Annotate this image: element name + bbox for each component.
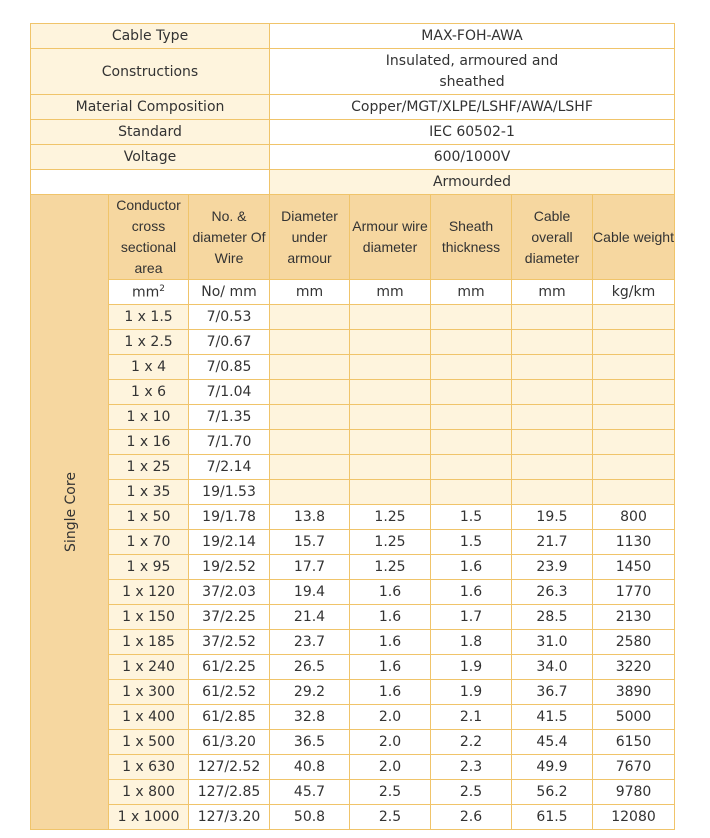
cell-diameter-under-armour: 50.8	[270, 805, 350, 830]
cell-armour-wire-diameter: 1.6	[350, 580, 431, 605]
header-armour-wire-diameter: Armour wire diameter	[350, 195, 431, 280]
cell-sheath-thickness	[431, 330, 512, 355]
standard-value: IEC 60502-1	[270, 120, 675, 145]
cell-wire-diameter: 19/1.53	[189, 480, 270, 505]
cell-conductor-area: 1 x 25	[109, 455, 189, 480]
table-row	[31, 530, 675, 555]
cell-sheath-thickness	[431, 405, 512, 430]
cell-sheath-thickness	[431, 380, 512, 405]
cell-cable-weight	[593, 330, 675, 355]
standard-row	[31, 120, 675, 145]
cell-conductor-area: 1 x 10	[109, 405, 189, 430]
cell-sheath-thickness	[431, 480, 512, 505]
cell-wire-diameter: 7/0.85	[189, 355, 270, 380]
voltage-value: 600/1000V	[270, 145, 675, 170]
cell-cable-weight	[593, 355, 675, 380]
cell-diameter-under-armour: 23.7	[270, 630, 350, 655]
cell-conductor-area: 1 x 6	[109, 380, 189, 405]
unit-armour-wire-diameter: mm	[350, 280, 431, 305]
cell-diameter-under-armour: 32.8	[270, 705, 350, 730]
cell-conductor-area: 1 x 2.5	[109, 330, 189, 355]
cell-conductor-area: 1 x 70	[109, 530, 189, 555]
cell-cable-weight	[593, 480, 675, 505]
cell-conductor-area: 1 x 800	[109, 780, 189, 805]
cell-sheath-thickness: 2.1	[431, 705, 512, 730]
cell-armour-wire-diameter: 2.0	[350, 755, 431, 780]
cell-sheath-thickness: 1.6	[431, 555, 512, 580]
cell-conductor-area: 1 x 16	[109, 430, 189, 455]
constructions-label: Constructions	[31, 49, 270, 95]
single-core-cell	[31, 195, 109, 830]
cell-overall-diameter	[512, 330, 593, 355]
cell-armour-wire-diameter	[350, 355, 431, 380]
cable-spec-sheet	[30, 23, 675, 830]
cell-armour-wire-diameter: 1.6	[350, 630, 431, 655]
unit-sheath-thickness: mm	[431, 280, 512, 305]
cell-wire-diameter: 19/2.14	[189, 530, 270, 555]
cell-overall-diameter: 56.2	[512, 780, 593, 805]
cell-diameter-under-armour	[270, 480, 350, 505]
table-row	[31, 780, 675, 805]
cell-armour-wire-diameter: 1.6	[350, 605, 431, 630]
cell-diameter-under-armour: 29.2	[270, 680, 350, 705]
cell-conductor-area: 1 x 50	[109, 505, 189, 530]
cell-sheath-thickness: 1.8	[431, 630, 512, 655]
cell-conductor-area: 1 x 630	[109, 755, 189, 780]
unit-wire-diameter: No/ mm	[189, 280, 270, 305]
cell-conductor-area: 1 x 240	[109, 655, 189, 680]
voltage-row	[31, 145, 675, 170]
cell-overall-diameter: 19.5	[512, 505, 593, 530]
cell-sheath-thickness	[431, 455, 512, 480]
cell-conductor-area: 1 x 300	[109, 680, 189, 705]
cell-conductor-area: 1 x 400	[109, 705, 189, 730]
cell-cable-weight: 2130	[593, 605, 675, 630]
table-row	[31, 630, 675, 655]
material-label: Material Composition	[31, 95, 270, 120]
cell-armour-wire-diameter	[350, 380, 431, 405]
cell-cable-weight	[593, 430, 675, 455]
table-row	[31, 680, 675, 705]
table-row	[31, 555, 675, 580]
cell-armour-wire-diameter	[350, 330, 431, 355]
cell-wire-diameter: 37/2.25	[189, 605, 270, 630]
cell-wire-diameter: 61/2.52	[189, 680, 270, 705]
cell-wire-diameter: 7/2.14	[189, 455, 270, 480]
cell-diameter-under-armour	[270, 430, 350, 455]
cell-cable-weight: 1130	[593, 530, 675, 555]
table-row	[31, 430, 675, 455]
table-row	[31, 505, 675, 530]
cell-cable-weight: 7670	[593, 755, 675, 780]
cell-overall-diameter	[512, 430, 593, 455]
unit-diameter-under-armour: mm	[270, 280, 350, 305]
cell-armour-wire-diameter: 1.25	[350, 505, 431, 530]
cell-overall-diameter: 26.3	[512, 580, 593, 605]
cell-diameter-under-armour	[270, 405, 350, 430]
cell-overall-diameter: 21.7	[512, 530, 593, 555]
cell-overall-diameter: 28.5	[512, 605, 593, 630]
unit-conductor-area	[109, 280, 189, 305]
cell-armour-wire-diameter: 2.0	[350, 730, 431, 755]
cell-wire-diameter: 127/2.52	[189, 755, 270, 780]
cell-sheath-thickness: 1.5	[431, 505, 512, 530]
cell-armour-wire-diameter	[350, 480, 431, 505]
cell-diameter-under-armour	[270, 355, 350, 380]
cell-overall-diameter	[512, 405, 593, 430]
voltage-label: Voltage	[31, 145, 270, 170]
table-row	[31, 380, 675, 405]
cell-sheath-thickness: 2.2	[431, 730, 512, 755]
cell-armour-wire-diameter: 1.25	[350, 555, 431, 580]
cell-overall-diameter: 36.7	[512, 680, 593, 705]
cell-cable-weight	[593, 380, 675, 405]
table-row	[31, 605, 675, 630]
cell-diameter-under-armour: 17.7	[270, 555, 350, 580]
cell-conductor-area: 1 x 150	[109, 605, 189, 630]
cell-armour-wire-diameter: 1.25	[350, 530, 431, 555]
cell-conductor-area: 1 x 1.5	[109, 305, 189, 330]
header-diameter-under-armour: Diameter under armour	[270, 195, 350, 280]
cell-sheath-thickness: 2.3	[431, 755, 512, 780]
header-conductor-area: Conductor cross sectional area	[109, 195, 189, 280]
cell-armour-wire-diameter: 2.0	[350, 705, 431, 730]
cable-type-value: MAX-FOH-AWA	[270, 24, 675, 49]
cell-overall-diameter: 41.5	[512, 705, 593, 730]
table-row	[31, 305, 675, 330]
cell-sheath-thickness	[431, 430, 512, 455]
armoured-row	[31, 170, 675, 195]
standard-label: Standard	[31, 120, 270, 145]
cell-overall-diameter	[512, 355, 593, 380]
cell-sheath-thickness	[431, 355, 512, 380]
cell-cable-weight: 3890	[593, 680, 675, 705]
header-wire-diameter: No. & diameter Of Wire	[189, 195, 270, 280]
cell-armour-wire-diameter	[350, 430, 431, 455]
constructions-row	[31, 49, 675, 95]
cell-conductor-area: 1 x 95	[109, 555, 189, 580]
cell-wire-diameter: 37/2.52	[189, 630, 270, 655]
cell-overall-diameter: 49.9	[512, 755, 593, 780]
cell-sheath-thickness	[431, 305, 512, 330]
cell-cable-weight: 2580	[593, 630, 675, 655]
header-overall-diameter: Cable overall diameter	[512, 195, 593, 280]
cell-diameter-under-armour	[270, 380, 350, 405]
cell-cable-weight: 12080	[593, 805, 675, 830]
cell-armour-wire-diameter: 2.5	[350, 780, 431, 805]
unit-conductor-area-text: mm	[131, 284, 160, 301]
unit-squared-sup: 2	[159, 283, 165, 294]
cell-wire-diameter: 37/2.03	[189, 580, 270, 605]
cell-overall-diameter	[512, 480, 593, 505]
cell-conductor-area: 1 x 185	[109, 630, 189, 655]
cable-type-label: Cable Type	[31, 24, 270, 49]
cell-wire-diameter: 127/2.85	[189, 780, 270, 805]
cell-wire-diameter: 7/0.53	[189, 305, 270, 330]
cell-cable-weight: 5000	[593, 705, 675, 730]
cell-cable-weight	[593, 405, 675, 430]
header-sheath-thickness: Sheath thickness	[431, 195, 512, 280]
cell-conductor-area: 1 x 4	[109, 355, 189, 380]
cell-cable-weight	[593, 305, 675, 330]
cell-overall-diameter: 31.0	[512, 630, 593, 655]
cell-diameter-under-armour	[270, 455, 350, 480]
cell-conductor-area: 1 x 500	[109, 730, 189, 755]
cell-wire-diameter: 19/1.78	[189, 505, 270, 530]
cell-wire-diameter: 7/1.04	[189, 380, 270, 405]
cell-wire-diameter: 7/1.35	[189, 405, 270, 430]
cell-diameter-under-armour: 15.7	[270, 530, 350, 555]
table-row	[31, 705, 675, 730]
cell-sheath-thickness: 1.6	[431, 580, 512, 605]
cell-cable-weight: 6150	[593, 730, 675, 755]
cell-overall-diameter	[512, 380, 593, 405]
table-row	[31, 330, 675, 355]
cell-armour-wire-diameter: 1.6	[350, 655, 431, 680]
cell-wire-diameter: 61/2.85	[189, 705, 270, 730]
cell-sheath-thickness: 2.6	[431, 805, 512, 830]
cell-conductor-area: 1 x 120	[109, 580, 189, 605]
cell-wire-diameter: 7/1.70	[189, 430, 270, 455]
cell-wire-diameter: 127/3.20	[189, 805, 270, 830]
cell-diameter-under-armour	[270, 305, 350, 330]
cell-sheath-thickness: 2.5	[431, 780, 512, 805]
cell-diameter-under-armour: 21.4	[270, 605, 350, 630]
cell-overall-diameter: 45.4	[512, 730, 593, 755]
single-core-label: Single Core	[62, 472, 79, 552]
table-row	[31, 730, 675, 755]
table-row	[31, 805, 675, 830]
unit-cable-weight: kg/km	[593, 280, 675, 305]
cell-overall-diameter	[512, 305, 593, 330]
constructions-value: Insulated, armoured and sheathed	[385, 52, 559, 90]
cell-cable-weight: 800	[593, 505, 675, 530]
table-row	[31, 580, 675, 605]
cell-wire-diameter: 7/0.67	[189, 330, 270, 355]
cell-wire-diameter: 19/2.52	[189, 555, 270, 580]
table-row	[31, 405, 675, 430]
cell-wire-diameter: 61/2.25	[189, 655, 270, 680]
cell-cable-weight: 1770	[593, 580, 675, 605]
table-row	[31, 355, 675, 380]
armoured-label: Armourded	[270, 170, 675, 195]
cell-diameter-under-armour: 26.5	[270, 655, 350, 680]
cell-overall-diameter: 23.9	[512, 555, 593, 580]
cell-conductor-area: 1 x 1000	[109, 805, 189, 830]
cell-diameter-under-armour: 13.8	[270, 505, 350, 530]
cell-armour-wire-diameter	[350, 455, 431, 480]
cell-sheath-thickness: 1.9	[431, 680, 512, 705]
cell-wire-diameter: 61/3.20	[189, 730, 270, 755]
table-row	[31, 480, 675, 505]
cell-sheath-thickness: 1.9	[431, 655, 512, 680]
material-value: Copper/MGT/XLPE/LSHF/AWA/LSHF	[270, 95, 675, 120]
column-header-row	[31, 195, 675, 280]
cell-diameter-under-armour: 45.7	[270, 780, 350, 805]
table-row	[31, 755, 675, 780]
cable-spec-table	[30, 23, 675, 830]
cell-armour-wire-diameter	[350, 305, 431, 330]
cell-overall-diameter: 34.0	[512, 655, 593, 680]
cell-sheath-thickness: 1.5	[431, 530, 512, 555]
cell-diameter-under-armour: 19.4	[270, 580, 350, 605]
material-row	[31, 95, 675, 120]
cell-armour-wire-diameter: 1.6	[350, 680, 431, 705]
cell-sheath-thickness: 1.7	[431, 605, 512, 630]
cell-cable-weight	[593, 455, 675, 480]
units-row	[31, 280, 675, 305]
cell-armour-wire-diameter	[350, 405, 431, 430]
cell-cable-weight: 1450	[593, 555, 675, 580]
cell-cable-weight: 3220	[593, 655, 675, 680]
armoured-blank-cell	[31, 170, 270, 195]
table-row	[31, 455, 675, 480]
cell-overall-diameter: 61.5	[512, 805, 593, 830]
cell-armour-wire-diameter: 2.5	[350, 805, 431, 830]
cell-cable-weight: 9780	[593, 780, 675, 805]
table-row	[31, 655, 675, 680]
cell-conductor-area: 1 x 35	[109, 480, 189, 505]
cable-type-row	[31, 24, 675, 49]
cell-overall-diameter	[512, 455, 593, 480]
cell-diameter-under-armour	[270, 330, 350, 355]
header-cable-weight: Cable weight	[593, 195, 675, 280]
cell-diameter-under-armour: 36.5	[270, 730, 350, 755]
unit-overall-diameter: mm	[512, 280, 593, 305]
cell-diameter-under-armour: 40.8	[270, 755, 350, 780]
